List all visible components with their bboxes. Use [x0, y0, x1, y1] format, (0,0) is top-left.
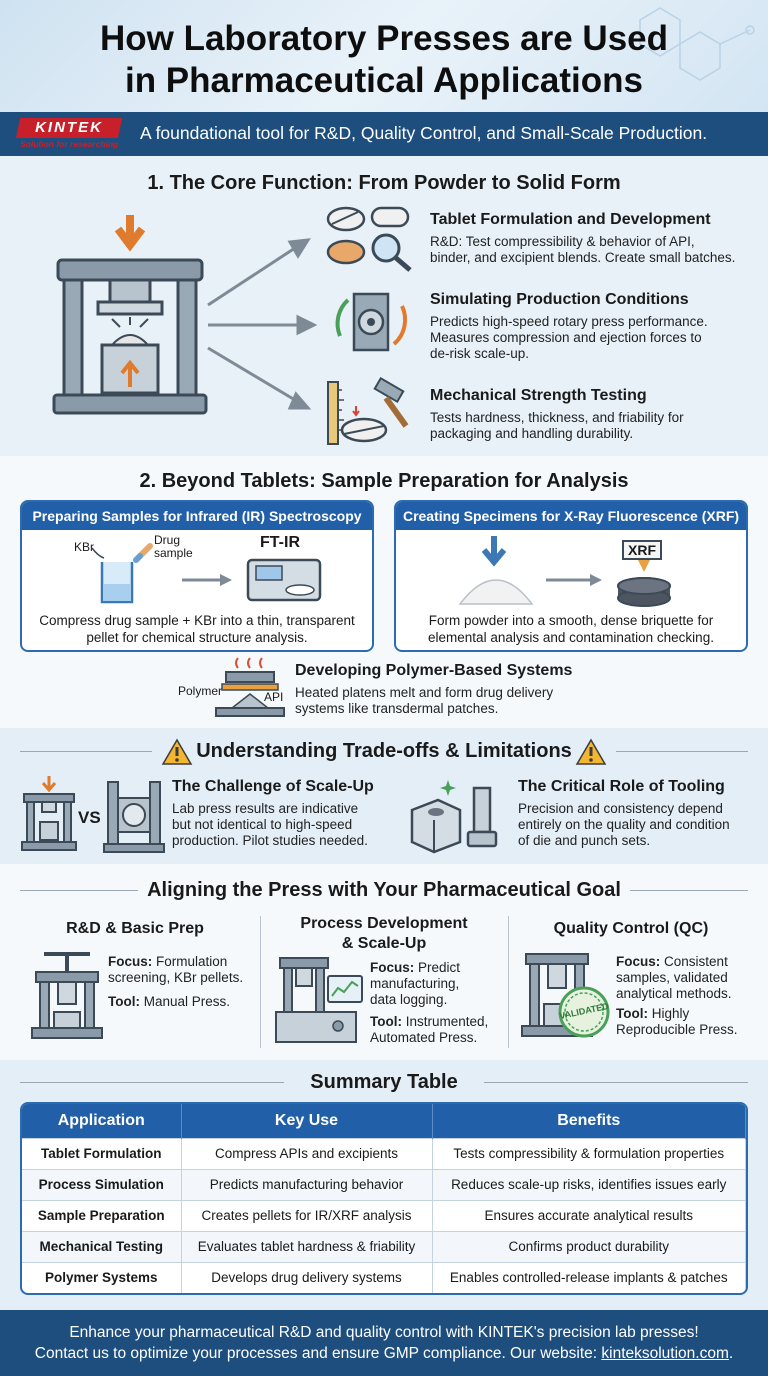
- beyond-heading: 2. Beyond Tablets: Sample Preparation for Analysis: [139, 470, 629, 492]
- goal-col-focus-2: Focus: Predict manufacturing, data logging. Tool: Instrumented, Automated Press.: [370, 960, 489, 1045]
- table-row: [22, 1200, 746, 1231]
- table-cell: Ensures accurate analytical results: [432, 1200, 746, 1231]
- table-cell: Develops drug delivery systems: [181, 1262, 432, 1293]
- scaleup-title: The Challenge of Scale-Up: [172, 778, 374, 795]
- table-cell: Mechanical Testing: [22, 1231, 181, 1262]
- table-header: Benefits: [432, 1104, 746, 1138]
- api-label: API: [264, 690, 284, 704]
- summary-heading: Summary Table: [310, 1071, 458, 1093]
- kbr-label: KBr: [74, 540, 95, 554]
- small-press-icon: [22, 776, 76, 852]
- table-cell: Predicts manufacturing behavior: [181, 1169, 432, 1200]
- core-heading: 1. The Core Function: From Powder to Solid Form: [147, 172, 621, 194]
- die-punch-icon: [408, 776, 508, 852]
- xrf-desc: Form powder into a smooth, dense briquette for elemental analysis and contamination checking.: [428, 613, 714, 645]
- beaker-icon: [92, 546, 162, 606]
- goal-col-title-1: R&D & Basic Prep: [66, 920, 204, 937]
- rotary-press-icon: [326, 286, 416, 358]
- table-cell: Tablet Formulation: [22, 1138, 181, 1169]
- table-row: [22, 1231, 746, 1262]
- core-item-desc-1: R&D: Test compressibility & behavior of API, binder, and excipient blends. Create small batches.: [430, 234, 736, 265]
- ruler-hammer-icon: [326, 378, 416, 448]
- table-row: [22, 1138, 746, 1169]
- page-title: How Laboratory Presses are Used in Pharmaceutical Applications: [99, 19, 668, 100]
- rotary-press-icon: [104, 776, 164, 852]
- goal-col-focus-1: Focus: Formulation screening, KBr pellets. Tool: Manual Press.: [108, 954, 244, 1009]
- validated-badge: VALIDATED: [558, 1000, 610, 1022]
- table-header: Application: [22, 1104, 181, 1138]
- footer-line-1: Enhance your pharmaceutical R&D and quality control with KINTEK's precision lab presses!: [69, 1324, 699, 1341]
- xrf-panel: [394, 500, 748, 652]
- table-cell: Polymer Systems: [22, 1262, 181, 1293]
- goal-col-title-3: Quality Control (QC): [553, 920, 709, 937]
- goals-heading: Aligning the Press with Your Pharmaceutical Goal: [147, 879, 621, 901]
- powder-pile-icon: [456, 536, 536, 606]
- arrow-icon: [182, 574, 232, 586]
- tooling-title: The Critical Role of Tooling: [518, 778, 725, 795]
- ftir-instrument-icon: [244, 556, 324, 606]
- xrf-briquette-icon: [616, 560, 672, 606]
- scaleup-desc: Lab press results are indicative but not identical to high-speed production. Pilot studies needed.: [172, 801, 368, 848]
- tablets-magnifier-icon: [326, 204, 416, 274]
- table-row: [22, 1169, 746, 1200]
- heated-platens-icon: [212, 658, 288, 720]
- tooling-desc: Precision and consistency depend entirely on the quality and condition of die and punch sets.: [518, 801, 730, 848]
- table-header: Key Use: [181, 1104, 432, 1138]
- xrf-panel-title: Creating Specimens for X-Ray Fluorescence (XRF): [396, 502, 746, 530]
- ir-desc: Compress drug sample + KBr into a thin, transparent pellet for chemical structure analysis.: [39, 613, 355, 645]
- automated-press-icon: [276, 956, 366, 1046]
- footer-banner: [0, 1310, 768, 1376]
- ftir-label: FT-IR: [260, 534, 300, 551]
- table-cell: Sample Preparation: [22, 1200, 181, 1231]
- table-cell: Creates pellets for IR/XRF analysis: [181, 1200, 432, 1231]
- table-cell: Tests compressibility & formulation properties: [432, 1138, 746, 1169]
- table-cell: Evaluates tablet hardness & friability: [181, 1231, 432, 1262]
- qc-press-icon: [522, 950, 614, 1046]
- table-cell: Confirms product durability: [432, 1231, 746, 1262]
- website-link[interactable]: kinteksolution.com: [601, 1345, 729, 1362]
- drug-sample-label: Drug sample: [154, 533, 193, 560]
- goal-col-title-2: Process Development & Scale-Up: [300, 915, 468, 952]
- manual-press-icon: [32, 950, 102, 1042]
- goal-col-focus-3: Focus: Consistent samples, validated analytical methods. Tool: Highly Reproducible Press.: [616, 954, 738, 1037]
- table-cell: Compress APIs and excipients: [181, 1138, 432, 1169]
- core-item-title-3: Mechanical Strength Testing: [430, 387, 647, 404]
- core-item-desc-3: Tests hardness, thickness, and friability for packaging and handling durability.: [430, 410, 684, 441]
- ir-panel: [20, 500, 374, 652]
- page-subtitle: A foundational tool for R&D, Quality Control, and Small-Scale Production.: [140, 123, 708, 143]
- footer-line-2: Contact us to optimize your processes and ensure GMP compliance. Our website: kinteksolution.com.: [34, 1345, 734, 1362]
- column-separator: [508, 916, 509, 1048]
- table-cell: Enables controlled-release implants & patches: [432, 1262, 746, 1293]
- core-item-desc-2: Predicts high-speed rotary press performance. Measures compression and ejection forces to de-risk scale-up.: [430, 314, 708, 361]
- kintek-logo: KINTEK Solution for researching: [18, 118, 120, 150]
- tradeoffs-heading: Understanding Trade-offs & Limitations: [196, 740, 572, 762]
- column-separator: [260, 916, 261, 1048]
- table-cell: Process Simulation: [22, 1169, 181, 1200]
- warning-icon: [576, 739, 606, 765]
- table-row: [22, 1262, 746, 1293]
- vs-label: VS: [78, 808, 101, 827]
- polymer-label: Polymer: [178, 684, 223, 698]
- lab-press-icon: [50, 215, 210, 420]
- core-item-title-2: Simulating Production Conditions: [430, 291, 689, 308]
- ir-panel-title: Preparing Samples for Infrared (IR) Spectroscopy: [22, 502, 372, 530]
- table-cell: Reduces scale-up risks, identifies issues early: [432, 1169, 746, 1200]
- xrf-label: XRF: [622, 540, 662, 560]
- summary-table: [20, 1102, 748, 1295]
- arrow-icon: [546, 574, 602, 586]
- polymer-title: Developing Polymer-Based Systems: [295, 662, 573, 679]
- polymer-desc: Heated platens melt and form drug delivery systems like transdermal patches.: [295, 685, 554, 716]
- core-item-title-1: Tablet Formulation and Development: [430, 211, 711, 228]
- process-arrows-icon: [200, 230, 320, 410]
